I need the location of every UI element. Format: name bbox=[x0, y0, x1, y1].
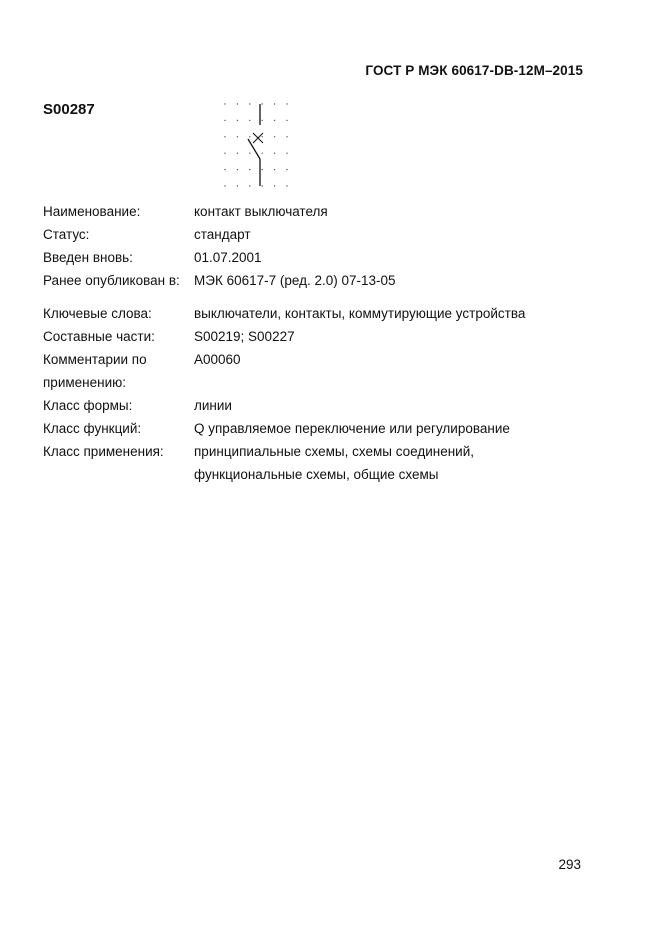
grid-dot bbox=[224, 169, 225, 170]
field-label: Введен вновь: bbox=[43, 250, 133, 265]
grid-dot bbox=[224, 136, 225, 137]
grid-dot bbox=[286, 120, 287, 121]
field-label: Ключевые слова: bbox=[43, 306, 152, 321]
grid-dot bbox=[237, 120, 238, 121]
field-label-continued: применению: bbox=[43, 375, 126, 390]
grid-dot bbox=[237, 136, 238, 137]
grid-dot bbox=[286, 153, 287, 154]
document-header: ГОСТ Р МЭК 60617-DB-12M–2015 bbox=[365, 63, 583, 78]
grid-dot bbox=[237, 153, 238, 154]
field-label: Комментарии по bbox=[43, 352, 147, 367]
field-label: Класс функций: bbox=[43, 421, 142, 436]
field-value: A00060 bbox=[194, 352, 241, 367]
grid-dot bbox=[262, 103, 263, 104]
grid-dot bbox=[274, 136, 275, 137]
grid-dot bbox=[262, 185, 263, 186]
grid-dot bbox=[249, 169, 250, 170]
field-value: МЭК 60617-7 (ред. 2.0) 07-13-05 bbox=[194, 273, 396, 288]
grid-dot bbox=[224, 103, 225, 104]
grid-dot bbox=[237, 169, 238, 170]
field-value: стандарт bbox=[194, 227, 251, 242]
field-label: Ранее опубликован в: bbox=[43, 273, 180, 288]
grid-dot bbox=[274, 120, 275, 121]
grid-dot bbox=[224, 185, 225, 186]
grid-dot bbox=[274, 103, 275, 104]
field-label: Класс формы: bbox=[43, 398, 133, 413]
grid-dot bbox=[286, 185, 287, 186]
grid-dot bbox=[249, 120, 250, 121]
grid-dot bbox=[224, 120, 225, 121]
switch-contact-symbol-icon bbox=[220, 99, 292, 191]
field-value: Q управляемое переключение или регулирование bbox=[194, 421, 510, 436]
field-value: выключатели, контакты, коммутирующие устройства bbox=[194, 306, 526, 321]
field-label: Составные части: bbox=[43, 329, 155, 344]
symbol-code: S00287 bbox=[43, 101, 95, 118]
grid-dot bbox=[249, 103, 250, 104]
grid-dot bbox=[274, 185, 275, 186]
field-value: S00219; S00227 bbox=[194, 329, 295, 344]
field-value: контакт выключателя bbox=[194, 204, 328, 219]
grid-dot bbox=[274, 153, 275, 154]
field-label: Статус: bbox=[43, 227, 90, 242]
grid-dot bbox=[262, 153, 263, 154]
grid-dot bbox=[249, 185, 250, 186]
grid-dot bbox=[262, 169, 263, 170]
grid-dot bbox=[262, 120, 263, 121]
grid-dot bbox=[224, 153, 225, 154]
grid-dot bbox=[237, 103, 238, 104]
page-number: 293 bbox=[558, 857, 581, 872]
grid-dot bbox=[286, 169, 287, 170]
grid-dot bbox=[274, 169, 275, 170]
field-label: Наименование: bbox=[43, 204, 141, 219]
grid-dot bbox=[286, 136, 287, 137]
field-value: линии bbox=[194, 398, 232, 413]
field-value: принципиальные схемы, схемы соединений, bbox=[194, 444, 474, 459]
grid-dot bbox=[237, 185, 238, 186]
grid-dot bbox=[286, 103, 287, 104]
field-label: Класс применения: bbox=[43, 444, 164, 459]
grid-dot bbox=[249, 153, 250, 154]
field-value-continued: функциональные схемы, общие схемы bbox=[194, 467, 439, 482]
field-value: 01.07.2001 bbox=[194, 250, 262, 265]
grid-dot bbox=[249, 136, 250, 137]
grid-dot bbox=[262, 136, 263, 137]
